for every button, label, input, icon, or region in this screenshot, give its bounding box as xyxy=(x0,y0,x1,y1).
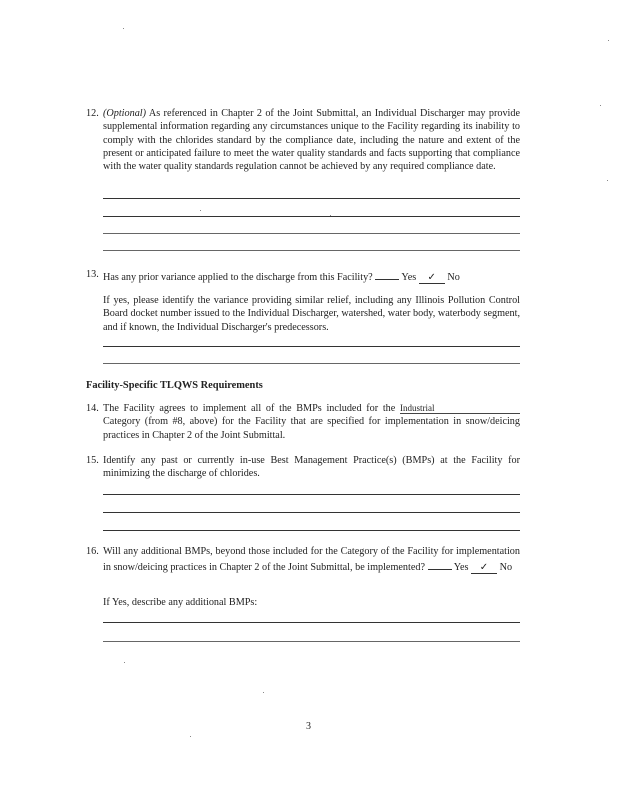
question-16-followup xyxy=(86,596,520,609)
question-number: 15. xyxy=(86,455,99,466)
no-label: No xyxy=(447,272,460,283)
scan-speck xyxy=(124,662,125,663)
section-heading: Facility-Specific TLQWS Requirements xyxy=(86,380,263,391)
question-number: 13. xyxy=(86,269,99,280)
category-field[interactable]: Industrial xyxy=(400,404,520,414)
scan-speck xyxy=(123,28,124,29)
answer-line[interactable] xyxy=(103,622,520,623)
question-number: 12. xyxy=(86,108,99,119)
no-label: No xyxy=(499,562,513,574)
optional-label: (Optional) xyxy=(103,108,147,119)
answer-line[interactable] xyxy=(103,233,520,234)
answer-line[interactable] xyxy=(103,363,520,364)
question-14 xyxy=(86,402,520,442)
question-16 xyxy=(86,545,520,575)
answer-line[interactable] xyxy=(103,530,520,531)
question-15 xyxy=(86,454,520,481)
scan-speck xyxy=(607,180,608,181)
followup-text: If Yes, describe any additional BMPs: xyxy=(103,597,258,608)
answer-line[interactable] xyxy=(103,494,520,495)
question-13 xyxy=(86,268,520,284)
answer-line[interactable] xyxy=(103,512,520,513)
followup-text: If yes, please identify the variance providing similar relief, including any Illinois Pollution Control Board docket number issued to the Individual Discharger, watershed, water body, waterbody segment, and if known, the Individual Discharger's predecessors. xyxy=(103,295,520,333)
scan-speck xyxy=(600,105,601,106)
scan-speck xyxy=(200,210,201,211)
question-13-followup xyxy=(86,294,520,334)
answer-line[interactable] xyxy=(103,346,520,347)
question-text: (Optional) As referenced in Chapter 2 of the Joint Submittal, an Individual Discharger may provide supplemental information regarding any circumstances unique to the Facility regarding its inability to comply with the chlorides standard by the compliance date, including the nature and extent of the present or anticipated failure to meet the water quality standards and facts supporting that compliance with the water quality standards regulation cannot be achieved by any required compliance date. xyxy=(103,108,520,173)
question-text: Has any prior variance applied to the discharge from this Facility? Yes ✓ No xyxy=(103,268,520,284)
question-text: Will any additional BMPs, beyond those included for the Category of the Facility for implementation in snow/deicing practices in Chapter 2 of the Joint Submittal, be implemented? Yes ✓ No xyxy=(103,546,520,574)
question-text: The Facility agrees to implement all of the BMPs included for the Industrial Category (from #8, above) for the Facility that are specified for implementation in snow/deicing practices in Chapter 2 of the Joint Submittal. xyxy=(103,403,520,441)
yes-label: Yes xyxy=(401,272,417,283)
no-answer-blank[interactable]: ✓ xyxy=(419,272,445,284)
no-answer-blank[interactable]: ✓ xyxy=(471,562,497,574)
scan-speck xyxy=(263,692,264,693)
question-12 xyxy=(86,107,520,173)
answer-line[interactable] xyxy=(103,198,520,199)
scan-speck xyxy=(190,736,191,737)
question-text: Identify any past or currently in-use Best Management Practice(s) (BMPs) at the Facility for minimizing the discharge of chlorides. xyxy=(103,455,520,480)
yes-answer-blank[interactable] xyxy=(428,558,452,570)
yes-label: Yes xyxy=(453,562,469,574)
answer-line[interactable] xyxy=(103,641,520,642)
scan-speck xyxy=(608,40,609,41)
answer-line[interactable] xyxy=(103,216,520,217)
yes-answer-blank[interactable] xyxy=(375,268,399,280)
page-number: 3 xyxy=(306,721,311,732)
question-number: 16. xyxy=(86,546,99,557)
answer-line[interactable] xyxy=(103,250,520,251)
question-number: 14. xyxy=(86,403,99,414)
